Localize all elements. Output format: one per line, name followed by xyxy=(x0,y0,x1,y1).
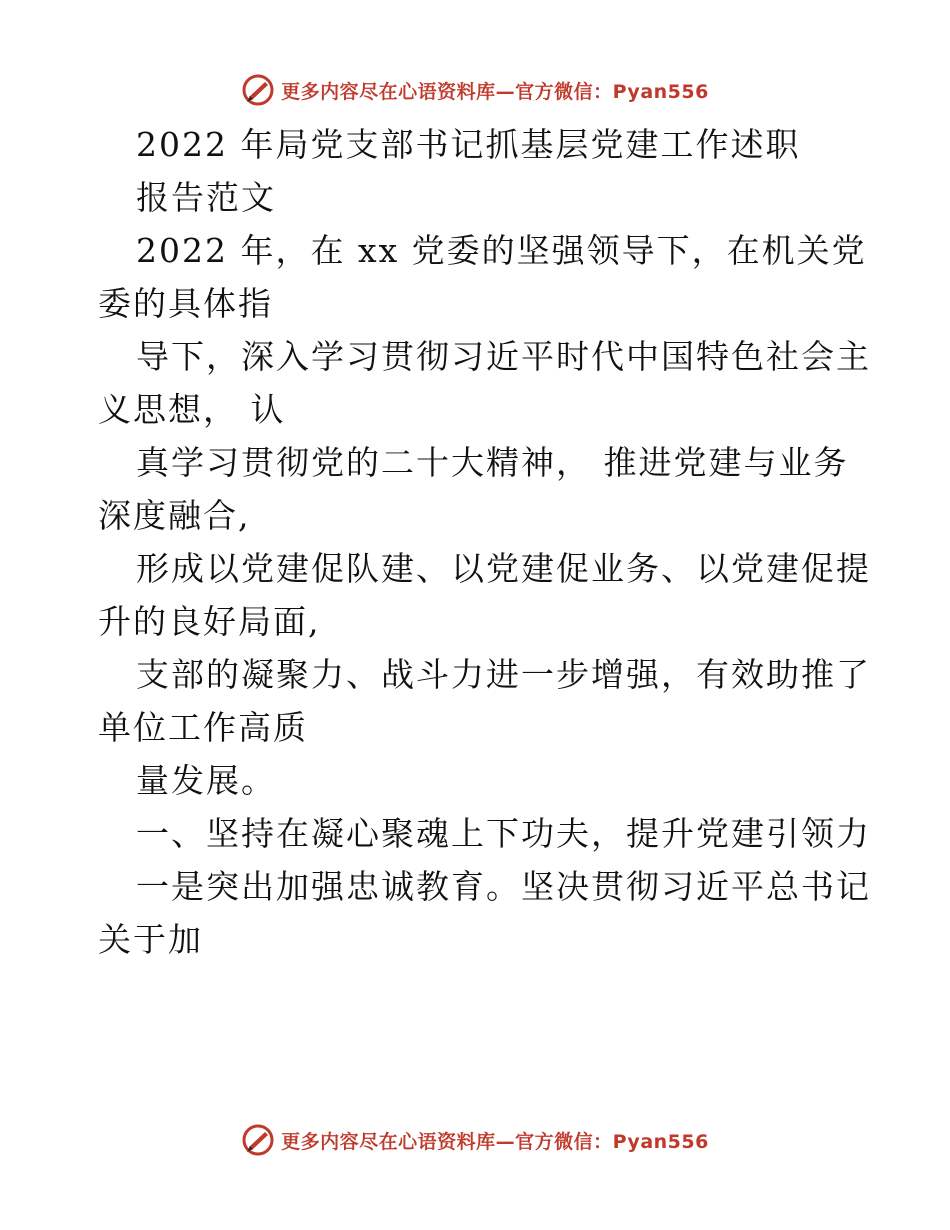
text-line: 支部的凝聚力、战斗力进一步增强，有效助推了 xyxy=(136,655,871,694)
text-line: 义思想， 认 xyxy=(98,390,286,429)
text-line: 单位工作高质 xyxy=(98,708,308,747)
text-line: 升的良好局面, xyxy=(98,602,321,641)
footer-watermark xyxy=(0,1120,950,1160)
header-watermark xyxy=(0,70,950,110)
text-line: 报告范文 xyxy=(136,178,276,217)
text-line: 真学习贯彻党的二十大精神， 推进党建与业务 xyxy=(136,443,849,482)
text-line: 量发展。 xyxy=(136,761,276,800)
text-line: 2022 年，在 xx 党委的坚强领导下，在机关党 xyxy=(136,231,867,270)
text-line: 关于加 xyxy=(98,920,203,959)
text-line: 导下，深入学习贯彻习近平时代中国特色社会主 xyxy=(136,337,871,376)
text-line: 委的具体指 xyxy=(98,284,273,323)
watermark-text: 更多内容尽在心语资料库—官方微信：Pyan556 xyxy=(281,1130,709,1153)
text-line: 一、坚持在凝心聚魂上下功夫，提升党建引领力 xyxy=(136,814,871,853)
text-line: 一是突出加强忠诚教育。坚决贯彻习近平总书记 xyxy=(136,867,871,906)
text-line: 深度融合, xyxy=(98,496,251,535)
pen-logo-icon xyxy=(241,1123,275,1157)
pen-logo-icon xyxy=(241,73,275,107)
text-line: 形成以党建促队建、以党建促业务、以党建促提 xyxy=(136,549,871,588)
document-body xyxy=(98,118,871,966)
watermark-text: 更多内容尽在心语资料库—官方微信：Pyan556 xyxy=(281,80,709,103)
text-line: 2022 年局党支部书记抓基层党建工作述职 xyxy=(136,125,801,164)
